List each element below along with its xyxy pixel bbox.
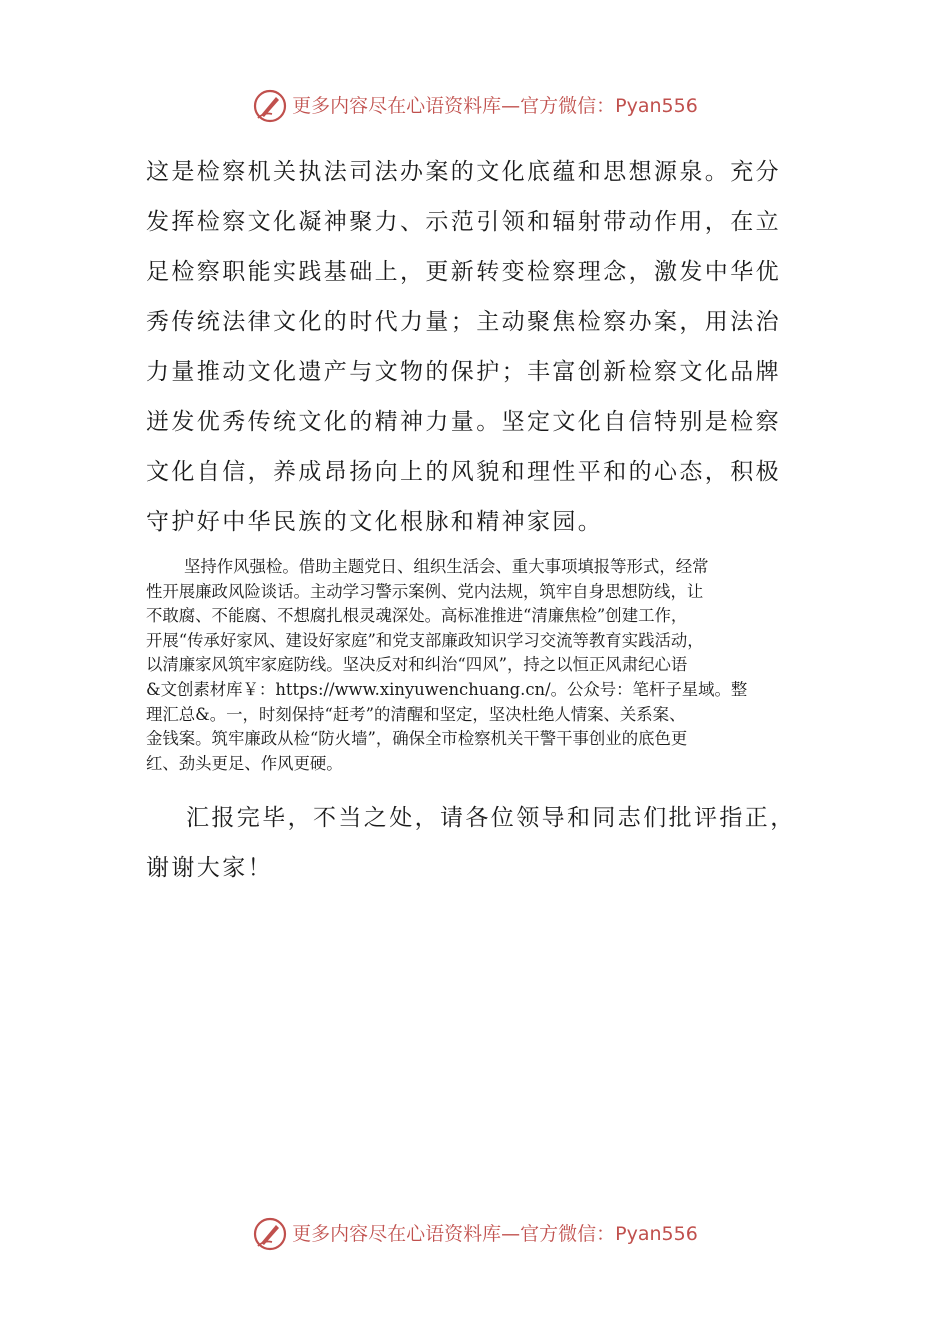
paragraph-line: 谢谢大家！ — [146, 855, 273, 881]
paragraph-closing — [146, 793, 810, 893]
footer-watermark — [0, 1216, 950, 1252]
quill-logo-icon — [252, 1216, 288, 1252]
header-watermark-text: 更多内容尽在心语资料库—官方微信：Pyan556 — [292, 95, 698, 117]
paragraph-line: 汇报完毕，不当之处，请各位领导和同志们批评指正， — [186, 805, 796, 831]
paragraph-line: 性开展廉政风险谈话。主动学习警示案例、党内法规，筑牢自身思想防线，让 — [146, 581, 704, 601]
paragraph-line: 红、劲头更足、作风更硬。 — [146, 753, 343, 773]
paragraph-line: 坚持作风强检。借助主题党日、组织生活会、重大事项填报等形式，经常 — [184, 557, 709, 576]
paragraph-line: &文创素材库￥：https://www.xinyuwenchuang.cn/。公众号：笔杆子星域。整 — [146, 679, 748, 699]
paragraph-line: 不敢腐、不能腐、不想腐扎根灵魂深处。高标准推进“清廉焦检”创建工作， — [146, 606, 688, 626]
quill-logo-icon — [252, 88, 288, 124]
paragraph-line: 守护好中华民族的文化根脉和精神家园。 — [146, 509, 604, 535]
paragraph-line: 发挥检察文化凝神聚力、示范引领和辐射带动作用，在立 — [146, 209, 781, 235]
header-watermark — [0, 88, 950, 124]
paragraph-line: 开展“传承好家风、建设好家庭”和党支部廉政知识学习交流等教育实践活动， — [146, 630, 704, 650]
paragraph-line: 以清廉家风筑牢家庭防线。坚决反对和纠治“四风”，持之以恒正风肃纪心语 — [146, 655, 688, 675]
paragraph-line: 足检察职能实践基础上，更新转变检察理念，激发中华优 — [146, 259, 781, 285]
paragraph-line: 理汇总&。一，时刻保持“赶考”的清醒和坚定，坚决杜绝人情案、关系案、 — [146, 704, 686, 724]
paragraph-line: 秀传统法律文化的时代力量；主动聚焦检察办案，用法治 — [146, 309, 781, 335]
footer-watermark-text: 更多内容尽在心语资料库—官方微信：Pyan556 — [292, 1223, 698, 1245]
paragraph-line: 力量推动文化遗产与文物的保护；丰富创新检察文化品牌 — [146, 359, 781, 385]
paragraph-style — [146, 555, 810, 776]
paragraph-line: 文化自信，养成昂扬向上的风貌和理性平和的心态，积极 — [146, 459, 781, 485]
paragraph-line: 迸发优秀传统文化的精神力量。坚定文化自信特别是检察 — [146, 409, 781, 435]
paragraph-line: 金钱案。筑牢廉政从检“防火墙”，确保全市检察机关干警干事创业的底色更 — [146, 729, 688, 749]
paragraph-culture — [146, 147, 810, 547]
paragraph-line: 这是检察机关执法司法办案的文化底蕴和思想源泉。充分 — [146, 159, 781, 185]
